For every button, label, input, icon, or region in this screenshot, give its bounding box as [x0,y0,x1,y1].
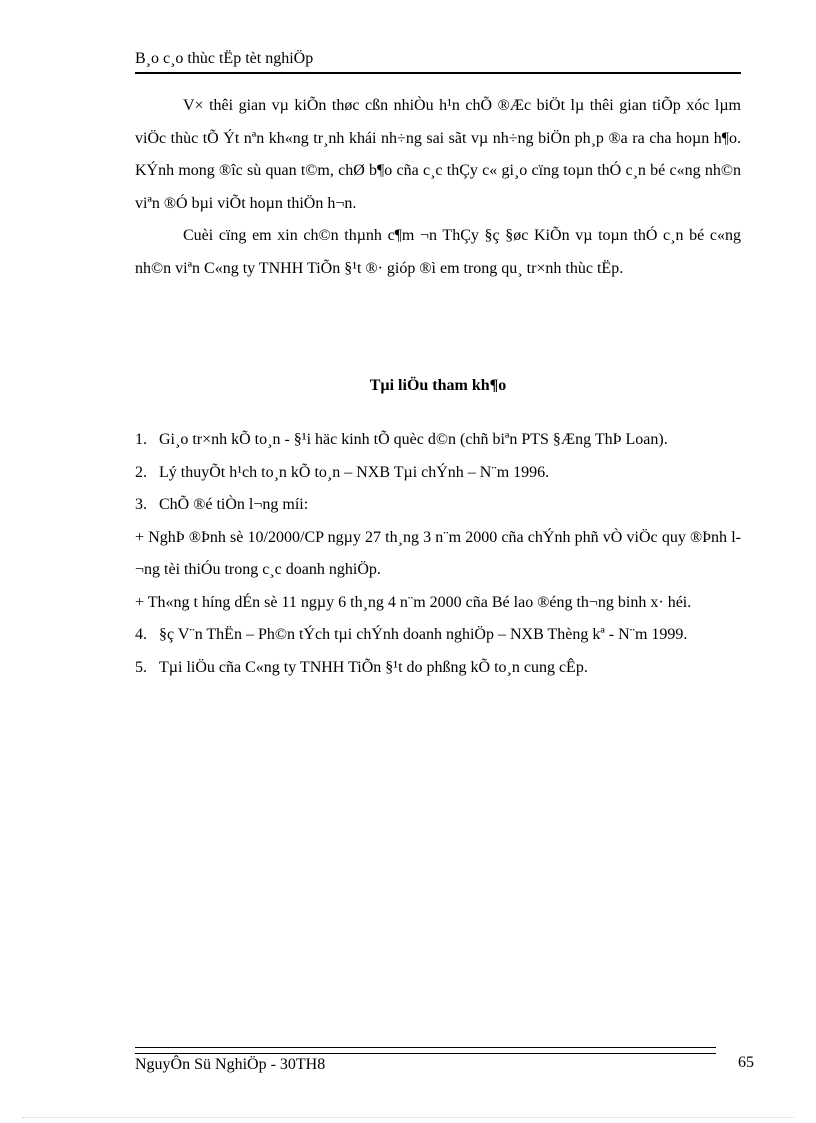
page-number: 65 [738,1054,754,1071]
reference-number: 1. [135,431,147,448]
reference-text: §ç V¨n ThËn – Ph©n tÝch tµi chÝnh doanh nghiÖp – NXB Thèng kª - N¨m 1999. [159,626,688,643]
reference-item [135,489,741,522]
page-bottom-border [22,1117,794,1118]
reference-text: Gi¸o tr×nh kÕ to¸n - §¹i häc kinh tÕ quèc d©n (chñ biªn PTS §Æng ThÞ Loan). [159,431,668,448]
paragraph: V× thêi gian vµ kiÕn thøc cßn nhiÒu h¹n chÕ ®Æc biÖt lµ thêi gian tiÕp xóc lµm viÖc thùc tÕ Ýt nªn kh«ng tr¸nh khái nh÷ng sai sãt vµ nh÷ng biÖn ph¸p ®a ra cha hoµn h¶o. KÝnh mong ®îc sù quan t©m, chØ b¶o cña c¸c thÇy c« gi¸o cïng toµn thÓ c¸n bé c«ng nh©n viªn ®Ó bµi viÕt hoµn thiÖn h¬n. [135,97,741,212]
reference-text: Lý thuyÕt h¹ch to¸n kÕ to¸n – NXB Tµi chÝnh – N¨m 1996. [159,463,550,481]
reference-item [135,652,741,685]
page-header: B¸o c¸o thùc tËp tèt nghiÖp [135,48,741,74]
body-text [135,90,741,285]
reference-item [135,619,741,652]
footer-divider [135,1047,716,1054]
reference-number: 4. [135,626,147,643]
reference-sub-item: + NghÞ ®Þnh sè 10/2000/CP ngµy 27 th¸ng 3 n¨m 2000 cña chÝnh phñ vÒ viÖc quy ®Þnh l¬ng tèi thiÓu trong c¸c doanh nghiÖp. [135,528,741,578]
reference-text: ChÕ ®é tiÒn l¬ng míi: [159,496,309,513]
footer-author: NguyÔn Sü NghiÖp - 30TH8 [135,1056,326,1073]
reference-number: 5. [135,658,147,676]
reference-item [135,424,741,457]
references-list [135,424,741,684]
reference-number: 3. [135,496,147,513]
reference-item [135,457,741,490]
reference-sub-item: + Th«ng t híng dÉn sè 11 ngµy 6 th¸ng 4 n¨m 2000 cña Bé lao ®éng th¬ng binh x· héi. [135,593,692,611]
reference-text: Tµi liÖu cña C«ng ty TNHH TiÕn §¹t do phßng kÕ to¸n cung cÊp. [159,658,588,676]
reference-number: 2. [135,463,147,481]
references-title: Tµi liÖu tham kh¶o [369,377,507,394]
paragraph: Cuèi cïng em xin ch©n thµnh c¶m ¬n ThÇy §ç §øc KiÕn vµ toµn thÓ c¸n bé c«ng nh©n viªn C«ng ty TNHH TiÕn §¹t ®· gióp ®ì em trong qu¸ tr×nh thùc tËp. [135,227,741,277]
